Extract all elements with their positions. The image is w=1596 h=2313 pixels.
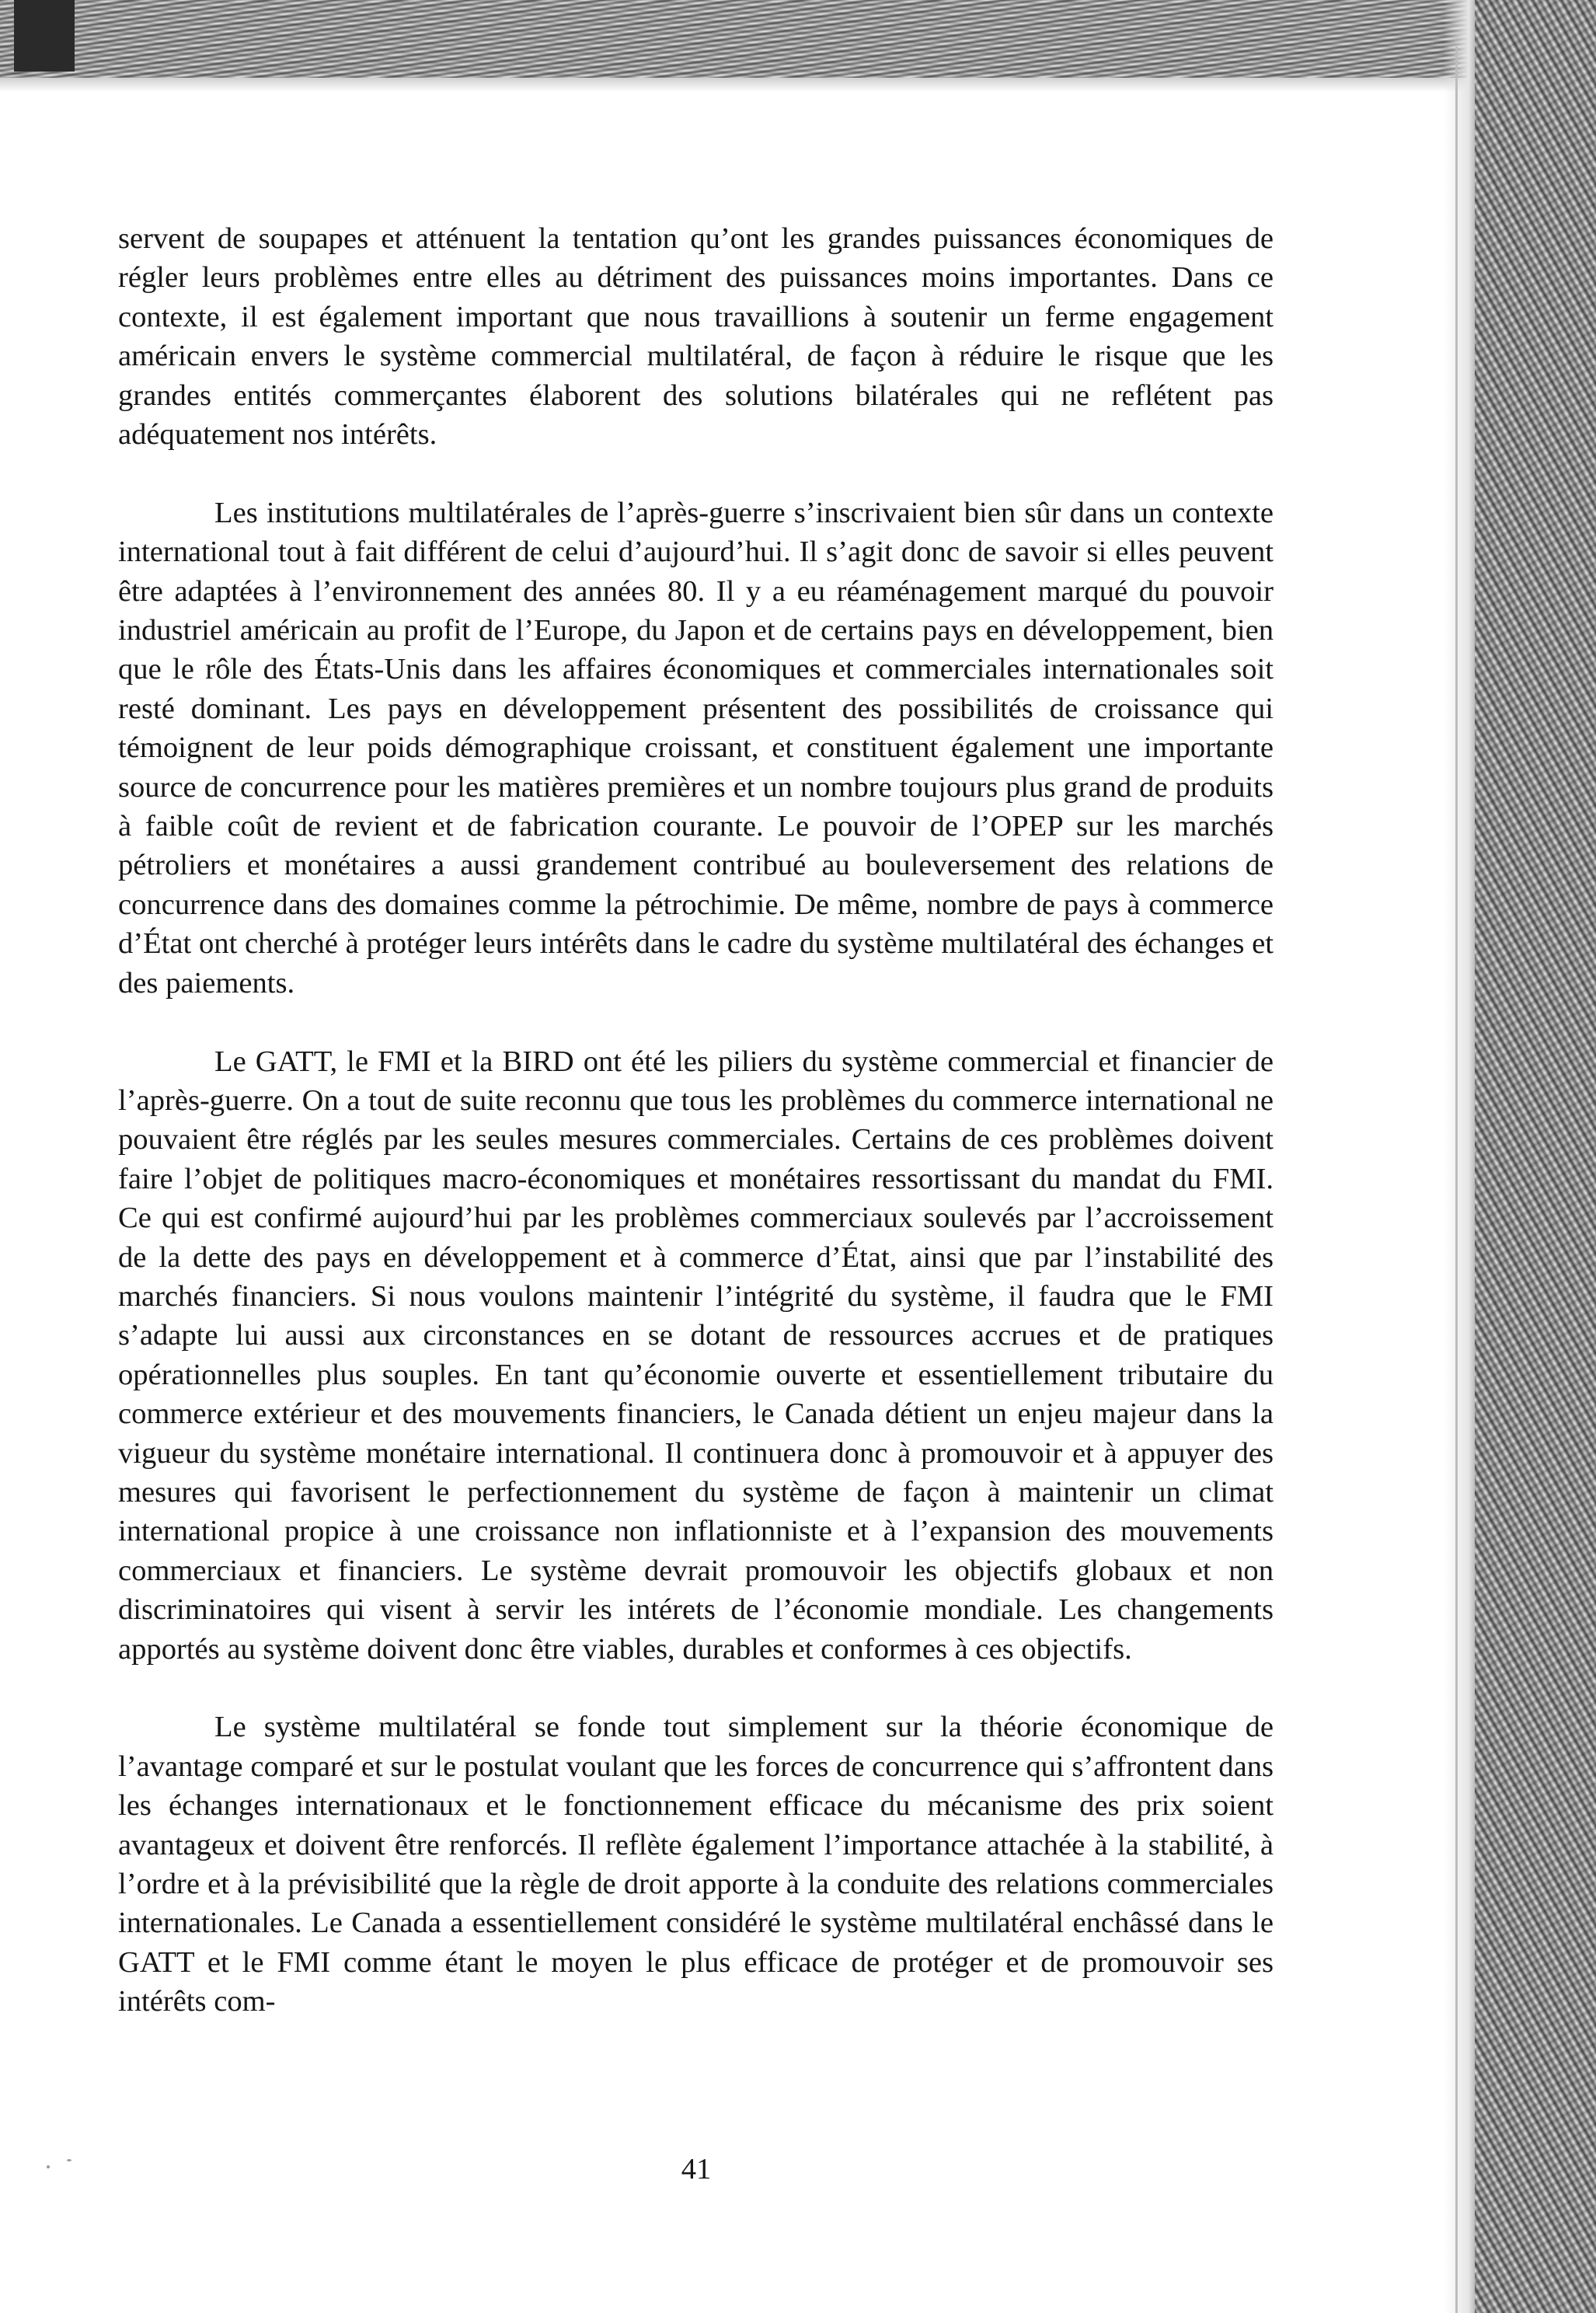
paragraph-2: Les institutions multilatérales de l’après-guerre s’inscrivaient bien sûr dans un contexte international tout à fait différent de celui d’aujourd’hui. Il s’agit donc de savoir si elles peuvent être adaptées à l’environnement des années 80. Il y a eu réaménagement marqué du pouvoir industriel américain au profit de l’Europe, du Japon et de certains pays en développement, bien que le rôle des États-Unis dans les affaires économiques et commerciales internationales soit resté dominant. Les pays en développement présentent des possibilités de croissance qui témoignent de leur poids démographique croissant, et constituent également une importante source de concurrence pour les matières premières et un nombre toujours plus grand de produits à faible coût de revient et de fabrication courante. Le pouvoir de l’OPEP sur les marchés pétroliers et monétaires a aussi grandement contribué au bouleversement des relations de concurrence dans des domaines comme la pétrochimie. De même, nombre de pays à commerce d’État ont cherché à protéger leurs intérêts dans le cadre du système multilatéral des échanges et des paiements. (118, 496, 1274, 1000)
paragraph-4: Le système multilatéral se fonde tout simplement sur la théorie économique de l’avantage comparé et sur le postulat voulant que les forces de concurrence qui s’affrontent dans les échanges internationaux et le fonctionnement efficace du mécanisme des prix soient avantageux et doivent être renforcés. Il reflète également l’importance attachée à la stabilité, à l’ordre et à la prévisibilité que la règle de droit apporte à la conduite des relations commerciales internationales. Le Canada a essentiellement considéré le système multilatéral enchâssé dans le GATT et le FMI comme étant le moyen le plus efficace de protéger et de promouvoir ses intérêts com- (118, 1711, 1274, 2018)
page-number: 41 (681, 2153, 712, 2186)
page-body (118, 219, 1274, 2060)
scan-speck (47, 2165, 50, 2168)
paragraph-1: servent de soupapes et atténuent la tentation qu’ont les grandes puissances économiques de régler leurs problèmes entre elles au détriment des puissances moins importantes. Dans ce contexte, il est également important que nous travaillions à soutenir un ferme engagement américain envers le système commercial multilatéral, de façon à réduire le risque que les grandes entités commerçantes élaborent des solutions bilatérales qui ne reflétent pas adéquatement nos intérêts. (118, 222, 1274, 452)
scan-corner-mark (14, 0, 75, 72)
scan-top-shadow (0, 78, 1596, 92)
page-edge-line (1455, 47, 1458, 2313)
paragraph-3: Le GATT, le FMI et la BIRD ont été les piliers du système commercial et financier de l’après-guerre. On a tout de suite reconnu que tous les problèmes du commerce international ne pouvaient être réglés par les seules mesures commerciales. Certains de ces problèmes doivent faire l’objet de politiques macro-économiques et monétaires ressortissant du mandat du FMI. Ce qui est confirmé aujourd’hui par les problèmes commerciaux soulevés par l’accroissement de la dette des pays en développement et à commerce d’État, ainsi que par l’instabilité des marchés financiers. Si nous voulons maintenir l’intégrité du système, il faudra que le FMI s’adapte lui aussi aux circonstances en se dotant de ressources accrues et de pratiques opérationnelles plus souples. En tant qu’économie ouverte et essentiellement tributaire du commerce extérieur et des mouvements financiers, le Canada détient un enjeu majeur dans la vigueur du système monétaire international. Il continuera donc à promouvoir et à appuyer des mesures qui favorisent le perfectionnement du système de façon à maintenir un climat international propice à une croissance non inflationniste et à l’expansion des mouvements commerciaux et financiers. Le système devrait promouvoir les objectifs globaux et non discriminatoires qui visent à servir les intérets de l’économie mondiale. Les changements apportés au système doivent donc être viables, durables et conformes à ces objectifs. (118, 1045, 1274, 1666)
scan-right-border (1475, 0, 1596, 2313)
scan-top-border (0, 0, 1596, 78)
scan-speck (67, 2159, 71, 2161)
